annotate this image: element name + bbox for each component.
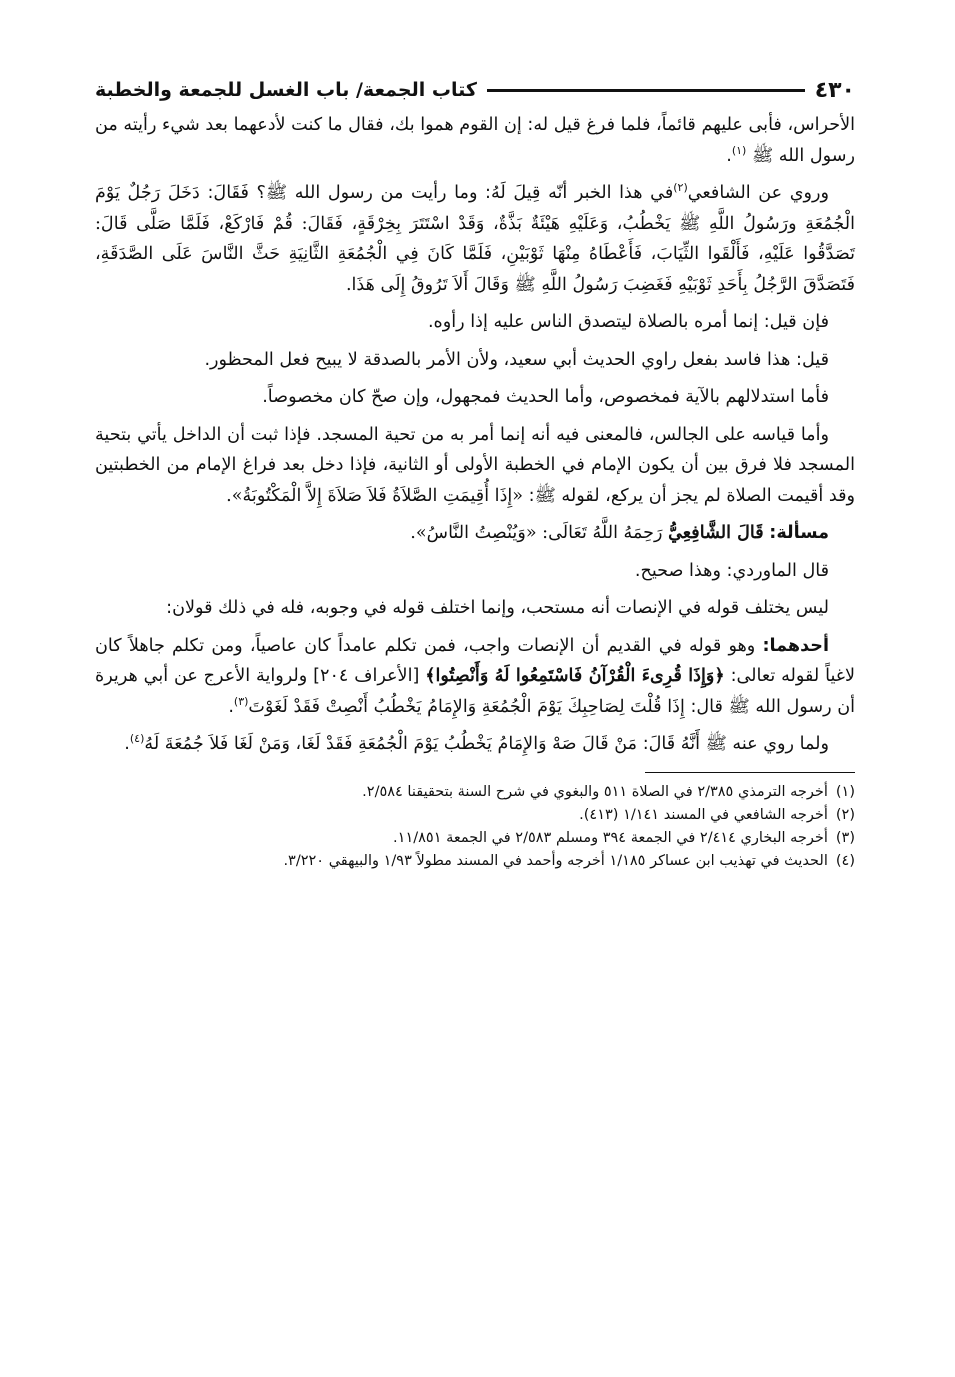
footnote-number: (٣) — [835, 829, 855, 846]
paragraph-11: ولما روي عنه ﷺ أَنَّهُ قَالَ: مَنْ قَالَ صَهْ وَالإِمَامُ يَخْطُبُ يَوْمَ الْجُمُعَةِ فَقَدْ لَغَا، وَمَنْ لَغَا فَلاَ جُمُعَةَ لَهُ$^{(٤)}$. — [124, 732, 829, 754]
page-header — [95, 70, 855, 110]
page-body — [95, 110, 855, 760]
hadith-quote-4: مَنْ قَالَ صَهْ وَالإِمَامُ يَخْطُبُ يَوْمَ الْجُمُعَةِ فَقَدْ لَغَا، وَمَنْ لَغَا فَلاَ جُمُعَةَ لَهُ — [144, 734, 638, 754]
paragraph-4 — [95, 345, 855, 376]
paragraph-9-text: ليس يختلف قوله في الإنصات أنه مستحب، وإنما اختلف قوله في وجوبه، فله في ذلك قولان: — [166, 598, 829, 618]
paragraph-3 — [95, 307, 855, 338]
footnote-text: الحديث في تهذيب ابن عساكر ١/١٨٥ أخرجه وأحمد في المسند مطولاً ١/٩٣ والبيهقي ٣/٢٢٠. — [283, 852, 828, 869]
paragraph-2-mid: في هذا الخبر أنّه قِيلَ لَهُ: وما رأيت من رسول الله ﷺ؟ فَقَالَ: — [207, 183, 674, 203]
footnote-1 — [95, 781, 855, 804]
paragraph-3-text: فإن قيل: إنما أمره بالصلاة ليتصدق الناس عليه إذا رأوه. — [427, 312, 829, 332]
footnote-number: (٤) — [835, 852, 855, 869]
paragraph-10: أحدهما: وهو قوله في القديم أن الإنصات واجب، فمن تكلم عامداً كان عاصياً، ومن تكلم جاهلاً كان لاغياً لقوله تعالى: ﴿وَإِذَا قُرِىءَ الْقُرْآنُ فَاسْتَمِعُوا لَهُ وَأَنْصِتُوا﴾ [الأعراف ٢٠٤] ولرواية الأعرج عن أبي هريرة أن رسول الله ﷺ قال: إِذَا قُلْتَ لِصَاحِبِكَ يَوْمَ الْجُمُعَةِ وَالإِمَامُ يَخْطُبُ أَنْصِتْ فَقَدْ لَغَوْتَ$^{(٣)}$. — [95, 635, 855, 717]
running-title: كتاب الجمعة/ باب الغسل للجمعة والخطبة — [95, 79, 477, 101]
hadith-quote-3: إِذَا قُلْتَ لِصَاحِبِكَ يَوْمَ الْجُمُعَةِ وَالإِمَامُ يَخْطُبُ أَنْصِتْ فَقَدْ لَغَوْتَ — [248, 696, 685, 717]
book-page — [95, 70, 855, 873]
paragraph-2 — [95, 178, 855, 300]
paragraph-9 — [95, 593, 855, 624]
paragraph-5-text: فأما استدلالهم بالآية فمخصوص، وأما الحديث فمجهول، وإن صحّ كان مخصوصاً. — [262, 387, 829, 407]
footnote-number: (١) — [835, 783, 855, 800]
footnote-ref-3: (٣) — [233, 694, 249, 708]
paragraph-5 — [95, 382, 855, 413]
page-number: ٤٣٠ — [814, 77, 855, 103]
hadith-quote-2: «إِذَا أُقِيمَتِ الصَّلاَةُ فَلاَ صَلاَةَ إِلاَّ الْمَكْتُوبَةُ». — [226, 485, 524, 506]
paragraph-10-text: وهو قوله في القديم أن الإنصات واجب، فمن تكلم عامداً كان عاصياً، ومن تكلم جاهلاً كان لاغياً لقوله تعالى: — [95, 635, 855, 686]
footnote-ref-4: (٤) — [129, 732, 145, 746]
footnote-3 — [95, 827, 855, 850]
paragraph-10-ref: [الأعراف ٢٠٤] ولرواية الأعرج عن أبي هريرة أن رسول الله ﷺ قال: — [95, 666, 855, 717]
masala-label: مسألة: — [769, 523, 829, 543]
footnote-2 — [95, 804, 855, 827]
footnote-text: أخرجه الشافعي في المسند ١/١٤١ (٤١٣). — [579, 806, 828, 823]
footnote-ref-1: (١) — [731, 143, 747, 157]
paragraph-2-intro: وروي عن الشافعي — [687, 183, 830, 203]
paragraph-1-text: الأحراس، فأبى عليهم قائماً، فلما فرغ قيل له: إن القوم هموا بك، فقال ما كنت لأدعهما بعد شيء رأيته من رسول الله ﷺ — [95, 115, 855, 166]
footnotes — [95, 781, 855, 873]
footnote-4 — [95, 850, 855, 873]
paragraph-6 — [95, 420, 855, 512]
paragraph-8 — [95, 556, 855, 587]
paragraph-4-text: قيل: هذا فاسد بفعل راوي الحديث أبي سعيد، ولأن الأمر بالصدقة لا يبيح فعل المحظور. — [204, 349, 829, 370]
paragraph-11-text: ولما روي عنه ﷺ أَنَّهُ قَالَ: — [642, 734, 829, 754]
paragraph-1 — [95, 110, 855, 171]
footnote-number: (٢) — [835, 806, 855, 823]
first-opinion-label: أحدهما: — [762, 635, 830, 656]
footnote-text: أخرجه الترمذي ٢/٣٨٥ في الصلاة ٥١١ والبغوي في شرح السنة بتحقيقنا ٢/٥٨٤. — [362, 783, 828, 800]
masala-speaker: قَالَ الشَّافِعِيُّ — [668, 522, 764, 543]
hadith-quote-1: دَخَلَ رَجُلٌ يَوْمَ الْجُمُعَةِ ورَسُولُ اللَّهِ ﷺ يَخْطُبُ، وَعَلَيْهِ هَيْئَةٌ بَذَّةٌ، وَقَدْ اسْتَتَرَ بِخِرْقَةٍ، فَقَالَ: قُمْ فَارْكَعْ، فَلَمَّا صَلَّى قَالَ: تَصَدَّقُوا عَلَيْهِ، فَأَلْقَوا الثِّيَابَ، فَأَعْطَاهُ مِنْهَا ثَوْبَيْنِ، فَلَمَّا كَانَ فِي الْجُمُعَةِ الثَّانِيَةِ حَثَّ النَّاسَ عَلَى الصَّدَقَةِ، فَتَصَدَّقَ الرَّجُلُ بِأَحَدِ ثَوْبَيْهِ فَغَضِبَ رَسُولُ اللَّهِ ﷺ وَقَالَ أَلاَ تَرُوقُ إِلَى هَذَا. — [95, 183, 855, 295]
footnote-separator — [645, 772, 855, 773]
paragraph-7 — [95, 518, 855, 549]
quran-verse: ﴿وَإِذَا قُرِىءَ الْقُرْآنُ فَاسْتَمِعُوا لَهُ وَأَنْصِتُوا﴾ — [425, 665, 725, 686]
paragraph-6-text: وأما قياسه على الجالس، فالمعنى فيه أنه إنما أمر به من تحية المسجد. فإذا ثبت أن الداخل يأتي بتحية المسجد فلا فرق بين أن يكون الإمام في الخطبة الأولى أو الثانية، فإذا دخل بعد فراغ الإمام من الخطبتين وقد أقيمت الصلاة لم يجز أن يركع، لقوله ﷺ: — [95, 424, 855, 506]
paragraph-1-end: . — [726, 145, 732, 166]
paragraph-8-text: قال الماوردي: وهذا صحيح. — [634, 560, 829, 581]
header-rule — [487, 89, 805, 92]
footnote-ref-2: (٢) — [673, 181, 688, 195]
footnote-text: أخرجه البخاري ٢/٤١٤ في الجمعة ٣٩٤ ومسلم ٢/٥٨٣ في الجمعة ١١/٨٥١. — [393, 829, 828, 846]
masala-text: رَحِمَهُ اللَّهُ تَعَالَى: «وَيُنْصِتُ النَّاسُ». — [410, 523, 663, 543]
